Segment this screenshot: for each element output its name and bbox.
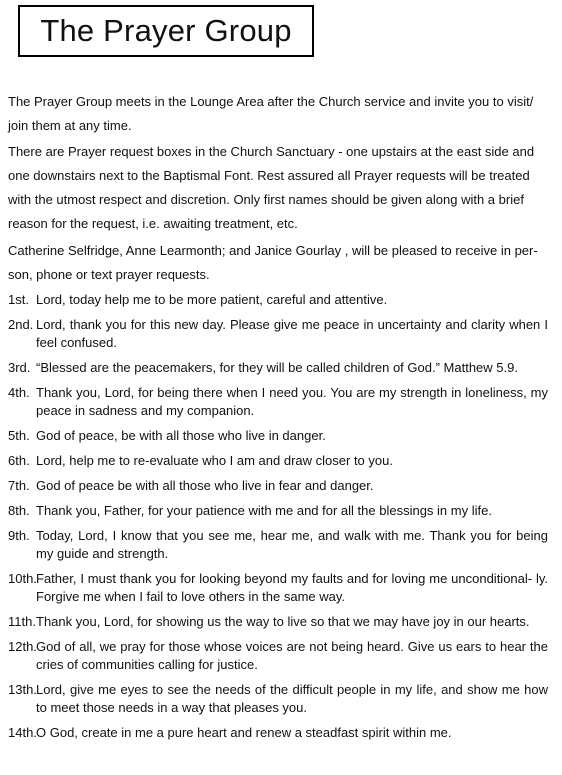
prayer-text: Lord, thank you for this new day. Please give me peace in uncertainty and clarity when I feel confused.	[36, 317, 548, 350]
prayer-number: 6th.	[8, 453, 30, 468]
prayer-number: 14th.	[8, 725, 37, 740]
prayer-item	[8, 613, 548, 631]
prayer-boxes-paragraph: There are Prayer request boxes in the Church Sanctuary - one upstairs at the east side and one downstairs next to the Baptismal Font. Rest assured all Prayer requests will be treated with the utmost respect and discretion. Only first names should be given along with a brief reason for the request, i.e. awaiting treatment, etc.	[8, 144, 535, 231]
prayer-item	[8, 724, 548, 742]
prayer-item	[8, 359, 548, 377]
prayer-item	[8, 384, 548, 420]
prayer-text: Today, Lord, I know that you see me, hear me, and walk with me. Thank you for being my guide and strength.	[36, 528, 548, 561]
prayer-list	[8, 291, 548, 742]
prayer-number: 2nd.	[8, 317, 34, 332]
prayer-text: God of peace, be with all those who live in danger.	[36, 428, 326, 443]
prayer-item	[8, 502, 548, 520]
prayer-text: God of peace be with all those who live in fear and danger.	[36, 478, 374, 493]
prayer-number: 3rd.	[8, 360, 31, 375]
prayer-text: Thank you, Lord, for showing us the way to live so that we may have joy in our hearts.	[36, 614, 530, 629]
prayer-item	[8, 570, 548, 606]
prayer-text: Father, I must thank you for looking beyond my faults and for loving me unconditional- ly. Forgive me when I fail to love others in the same way.	[36, 571, 548, 604]
prayer-number: 5th.	[8, 428, 30, 443]
document-body	[8, 90, 548, 749]
prayer-number: 4th.	[8, 385, 30, 400]
prayer-text: Lord, give me eyes to see the needs of the difficult people in my life, and show me how to meet those needs in a way that pleases you.	[36, 682, 548, 715]
prayer-number: 7th.	[8, 478, 30, 493]
prayer-number: 13th.	[8, 682, 37, 697]
title-box	[18, 5, 314, 57]
prayer-item	[8, 316, 548, 352]
prayer-item	[8, 452, 548, 470]
prayer-text: God of all, we pray for those whose voices are not being heard. Give us ears to hear the cries of communities calling for justice.	[36, 639, 548, 672]
prayer-item	[8, 291, 548, 309]
prayer-text: Thank you, Father, for your patience with me and for all the blessings in my life.	[36, 503, 492, 518]
prayer-item	[8, 527, 548, 563]
prayer-text: Lord, today help me to be more patient, careful and attentive.	[36, 292, 388, 307]
prayer-number: 12th.	[8, 639, 37, 654]
prayer-text: “Blessed are the peacemakers, for they will be called children of God.” Matthew 5.9.	[36, 360, 518, 375]
prayer-item	[8, 638, 548, 674]
prayer-number: 10th.	[8, 571, 37, 586]
prayer-text: Thank you, Lord, for being there when I need you. You are my strength in loneliness, my peace in sadness and my companion.	[36, 385, 548, 418]
page-title: The Prayer Group	[40, 13, 292, 48]
prayer-number: 9th.	[8, 528, 30, 543]
prayer-number: 11th.	[8, 614, 36, 629]
prayer-number: 8th.	[8, 503, 30, 518]
prayer-text: O God, create in me a pure heart and renew a steadfast spirit within me.	[36, 725, 452, 740]
prayer-item	[8, 427, 548, 445]
prayer-number: 1st.	[8, 292, 29, 307]
intro-paragraph: The Prayer Group meets in the Lounge Area after the Church service and invite you to visit/ join them at any time.	[8, 94, 534, 133]
prayer-item	[8, 477, 548, 495]
contacts-paragraph: Catherine Selfridge, Anne Learmonth; and Janice Gourlay , will be pleased to receive in per- son, phone or text prayer requests.	[8, 243, 538, 282]
prayer-item	[8, 681, 548, 717]
prayer-text: Lord, help me to re-evaluate who I am and draw closer to you.	[36, 453, 393, 468]
